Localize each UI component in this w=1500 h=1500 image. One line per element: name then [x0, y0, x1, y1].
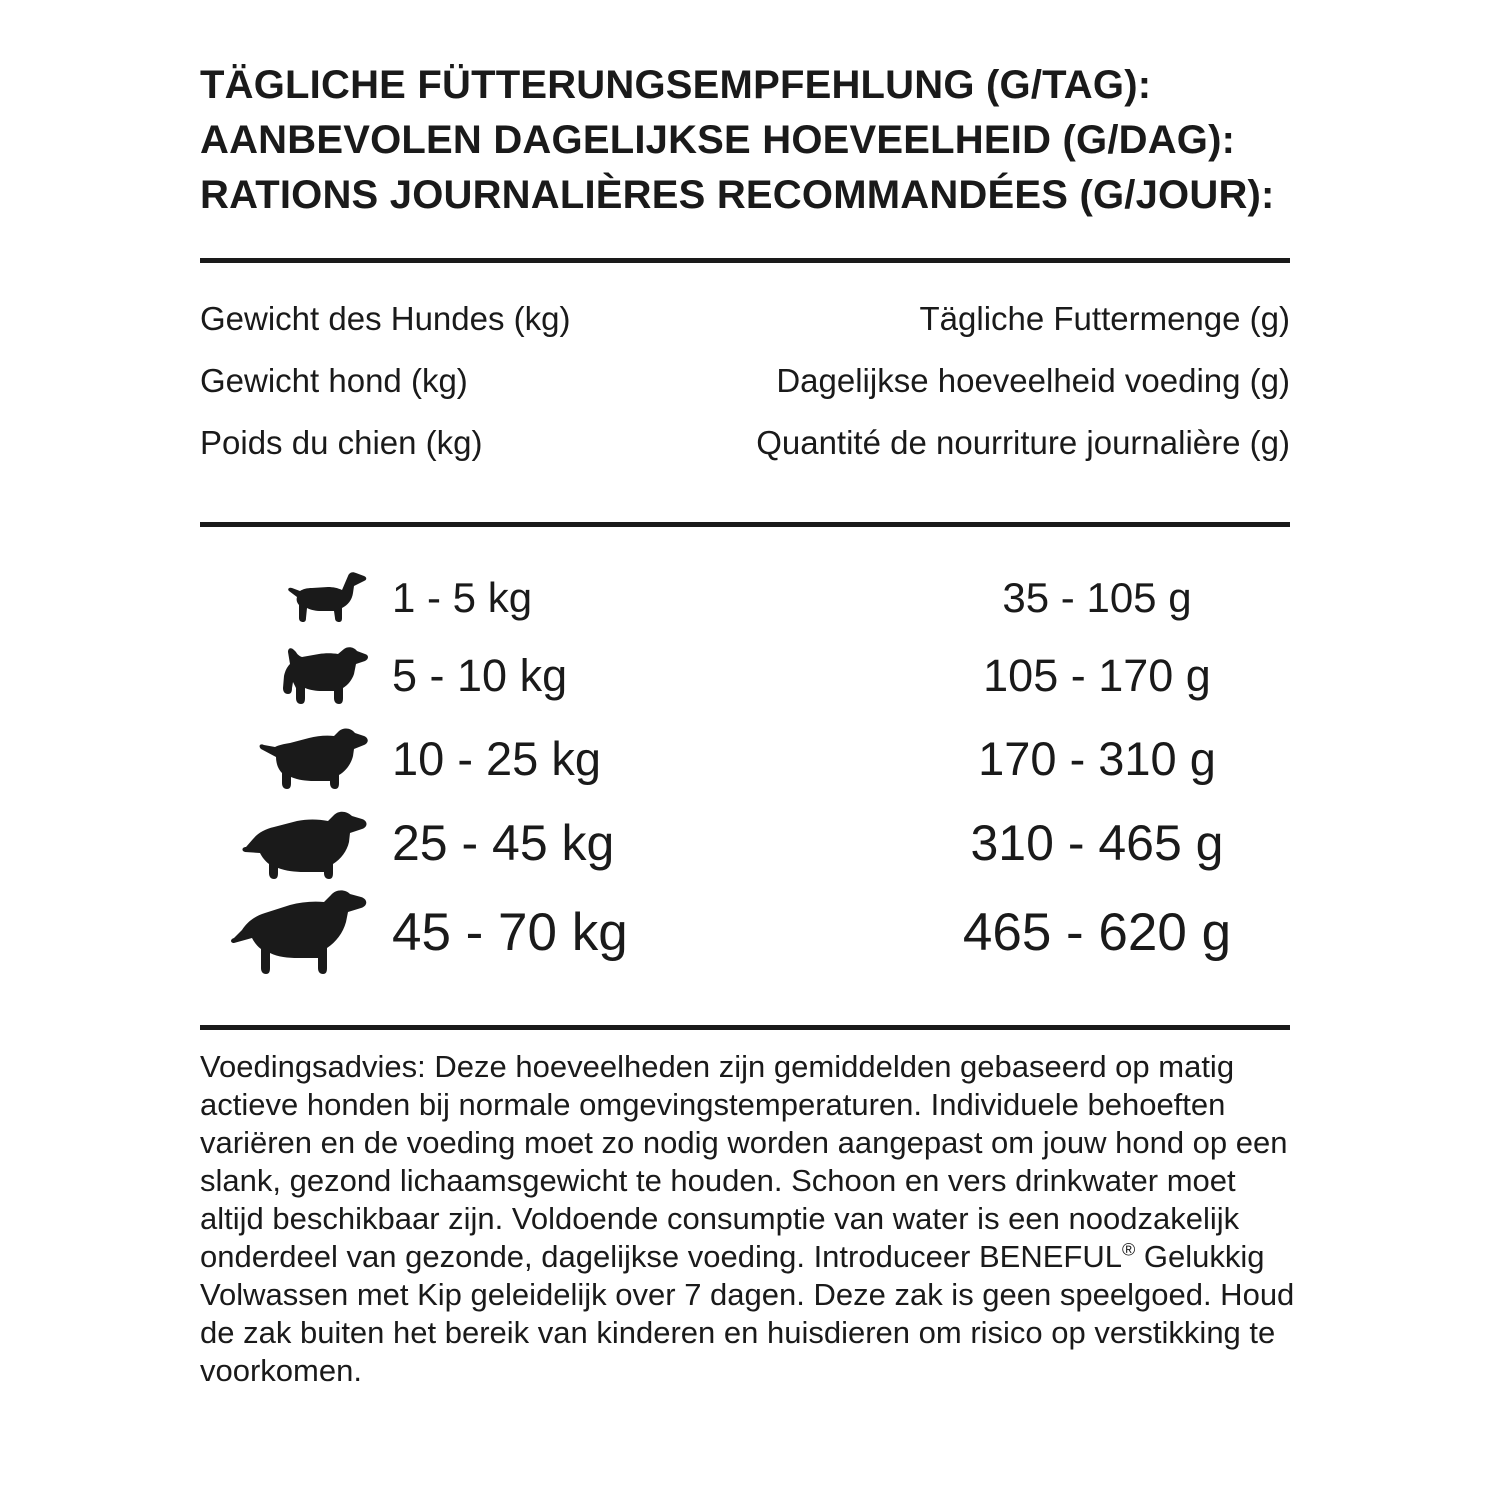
note-part-two: Gelukkig Volwassen met Kip geleidelijk over 7 dagen. Deze zak is geen speelgoed. Houd de zak buiten het bereik van kinderen en huisdieren om risico op verstikking te voorkomen.	[200, 1239, 1295, 1388]
page-title	[200, 58, 1340, 223]
table-column-headers	[200, 298, 1290, 484]
dog-xlarge-icon	[200, 890, 380, 974]
header-weight-fr: Poids du chien (kg)	[200, 424, 483, 461]
divider-bottom	[200, 1025, 1290, 1030]
dog-large-icon	[200, 807, 380, 879]
header-row-de	[200, 298, 1290, 360]
divider-middle	[200, 522, 1290, 527]
title-line-nl: AANBEVOLEN DAGELIJKSE HOEVEELHEID (G/DAG):	[200, 118, 1236, 162]
header-amount-fr: Quantité de nourriture journalière (g)	[756, 424, 1290, 461]
title-line-fr: RATIONS JOURNALIÈRES RECOMMANDÉES (G/JOUR):	[200, 173, 1275, 217]
dog-xsmall-icon	[200, 572, 380, 624]
dog-small-icon	[200, 644, 380, 706]
amount-range: 35 - 105 g	[1002, 574, 1192, 621]
note-part-one: Voedingsadvies: Deze hoeveelheden zijn gemiddelden gebaseerd op matig actieve honden bij normale omgevingstemperaturen. Individuele behoeften variëren en de voeding moet zo nodig worden aangepast om jouw hond op een slank, gezond lichaamsgewicht te houden. Schoon en vers drinkwater moet altijd beschikbaar zijn. Voldoende consumptie van water is een noodzakelijk onderdeel van gezonde, dagelijkse voeding. Introduceer BENEFUL	[200, 1049, 1288, 1274]
table-row	[200, 562, 1290, 634]
header-weight-nl: Gewicht hond (kg)	[200, 362, 468, 399]
weight-range: 25 - 45 kg	[392, 815, 615, 871]
feeding-advice-note	[200, 1048, 1295, 1390]
registered-trademark-symbol: ®	[1121, 1239, 1136, 1260]
title-line-de: TÄGLICHE FÜTTERUNGSEMPFEHLUNG (G/TAG):	[200, 63, 1152, 107]
weight-range: 10 - 25 kg	[392, 731, 602, 785]
amount-range: 310 - 465 g	[970, 815, 1224, 871]
table-row	[200, 716, 1290, 800]
table-row	[200, 800, 1290, 886]
header-row-fr	[200, 422, 1290, 484]
weight-range: 45 - 70 kg	[392, 902, 628, 962]
amount-range: 170 - 310 g	[978, 731, 1216, 785]
weight-range: 5 - 10 kg	[392, 649, 568, 701]
header-row-nl	[200, 360, 1290, 422]
feeding-table	[200, 562, 1290, 978]
header-amount-nl: Dagelijkse hoeveelheid voeding (g)	[776, 362, 1290, 399]
dog-medium-icon	[200, 725, 380, 791]
amount-range: 465 - 620 g	[962, 902, 1232, 962]
table-row	[200, 634, 1290, 716]
header-weight-de: Gewicht des Hundes (kg)	[200, 300, 571, 337]
table-row	[200, 886, 1290, 978]
divider-top	[200, 258, 1290, 263]
header-amount-de: Tägliche Futtermenge (g)	[919, 300, 1290, 337]
weight-range: 1 - 5 kg	[392, 574, 533, 621]
amount-range: 105 - 170 g	[983, 649, 1211, 701]
